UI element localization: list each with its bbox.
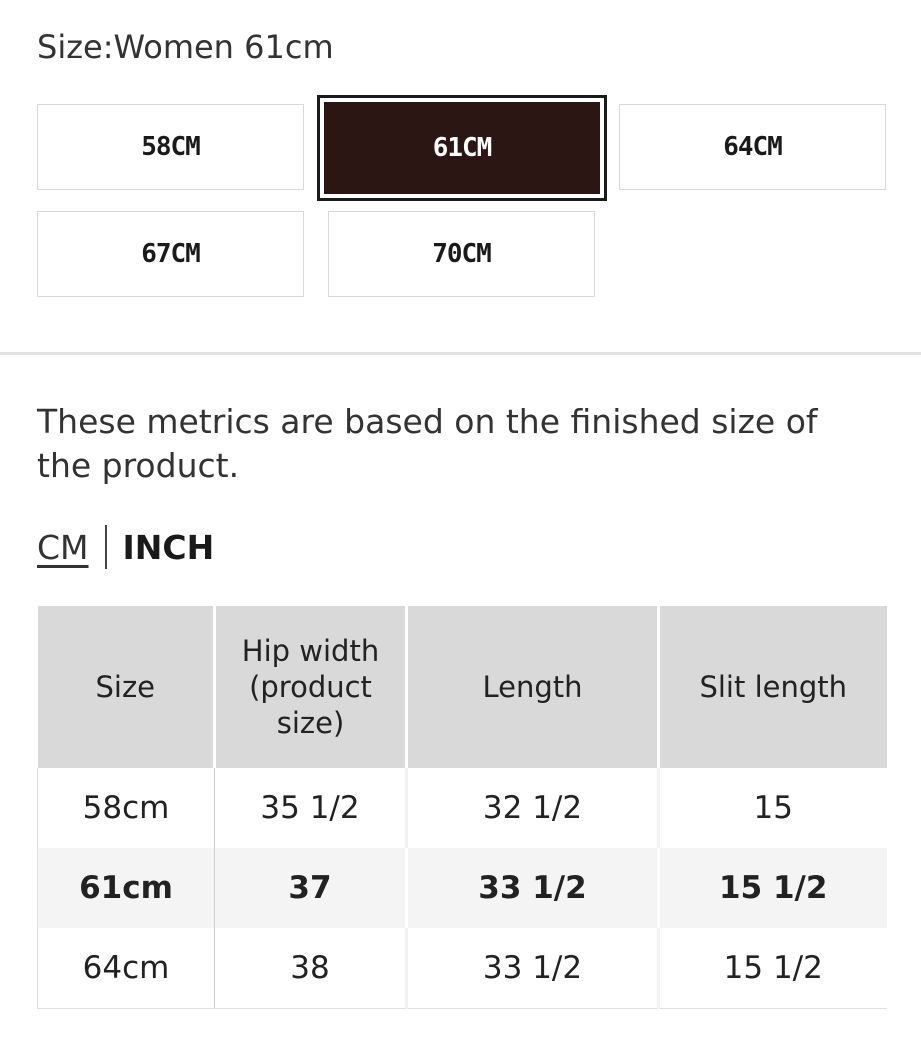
table-row (38, 928, 887, 1008)
row-size-cell: 64cm (38, 928, 215, 1008)
size-option-64cm[interactable]: 64CM (619, 104, 886, 190)
size-option-70cm[interactable]: 70CM (328, 211, 595, 297)
header-size: Size (38, 606, 215, 768)
size-label: Size:Women 61cm (37, 28, 334, 66)
unit-cm-link[interactable]: CM (37, 527, 89, 567)
hip-width-cell: 37 (215, 848, 407, 928)
size-chart-table (37, 606, 887, 1009)
row-size-cell: 61cm (38, 848, 215, 928)
size-option-61cm[interactable]: 61CM (324, 102, 600, 194)
table-row (38, 768, 887, 848)
table-header-row (38, 606, 887, 768)
table-row-selected (38, 848, 887, 928)
section-divider (0, 352, 921, 355)
size-option-58cm[interactable]: 58CM (37, 104, 304, 190)
hip-width-cell: 35 1/2 (215, 768, 407, 848)
header-hip-width: Hip width (product size) (215, 606, 407, 768)
length-cell: 32 1/2 (407, 768, 659, 848)
metrics-note: These metrics are based on the finished size of the product. (37, 402, 818, 485)
slit-length-cell: 15 1/2 (659, 928, 887, 1008)
unit-switch (37, 524, 214, 570)
slit-length-cell: 15 (753, 790, 793, 826)
row-size-cell: 58cm (38, 768, 215, 848)
size-option-67cm[interactable]: 67CM (37, 211, 304, 297)
header-length: Length (407, 606, 659, 768)
unit-inch-link[interactable]: INCH (122, 527, 215, 567)
hip-width-cell: 38 (215, 928, 407, 1008)
length-cell: 33 1/2 (407, 928, 659, 1008)
header-slit-length: Slit length (659, 606, 887, 768)
length-cell: 33 1/2 (407, 848, 659, 928)
slit-length-cell: 15 1/2 (659, 848, 887, 928)
unit-separator (105, 525, 107, 569)
